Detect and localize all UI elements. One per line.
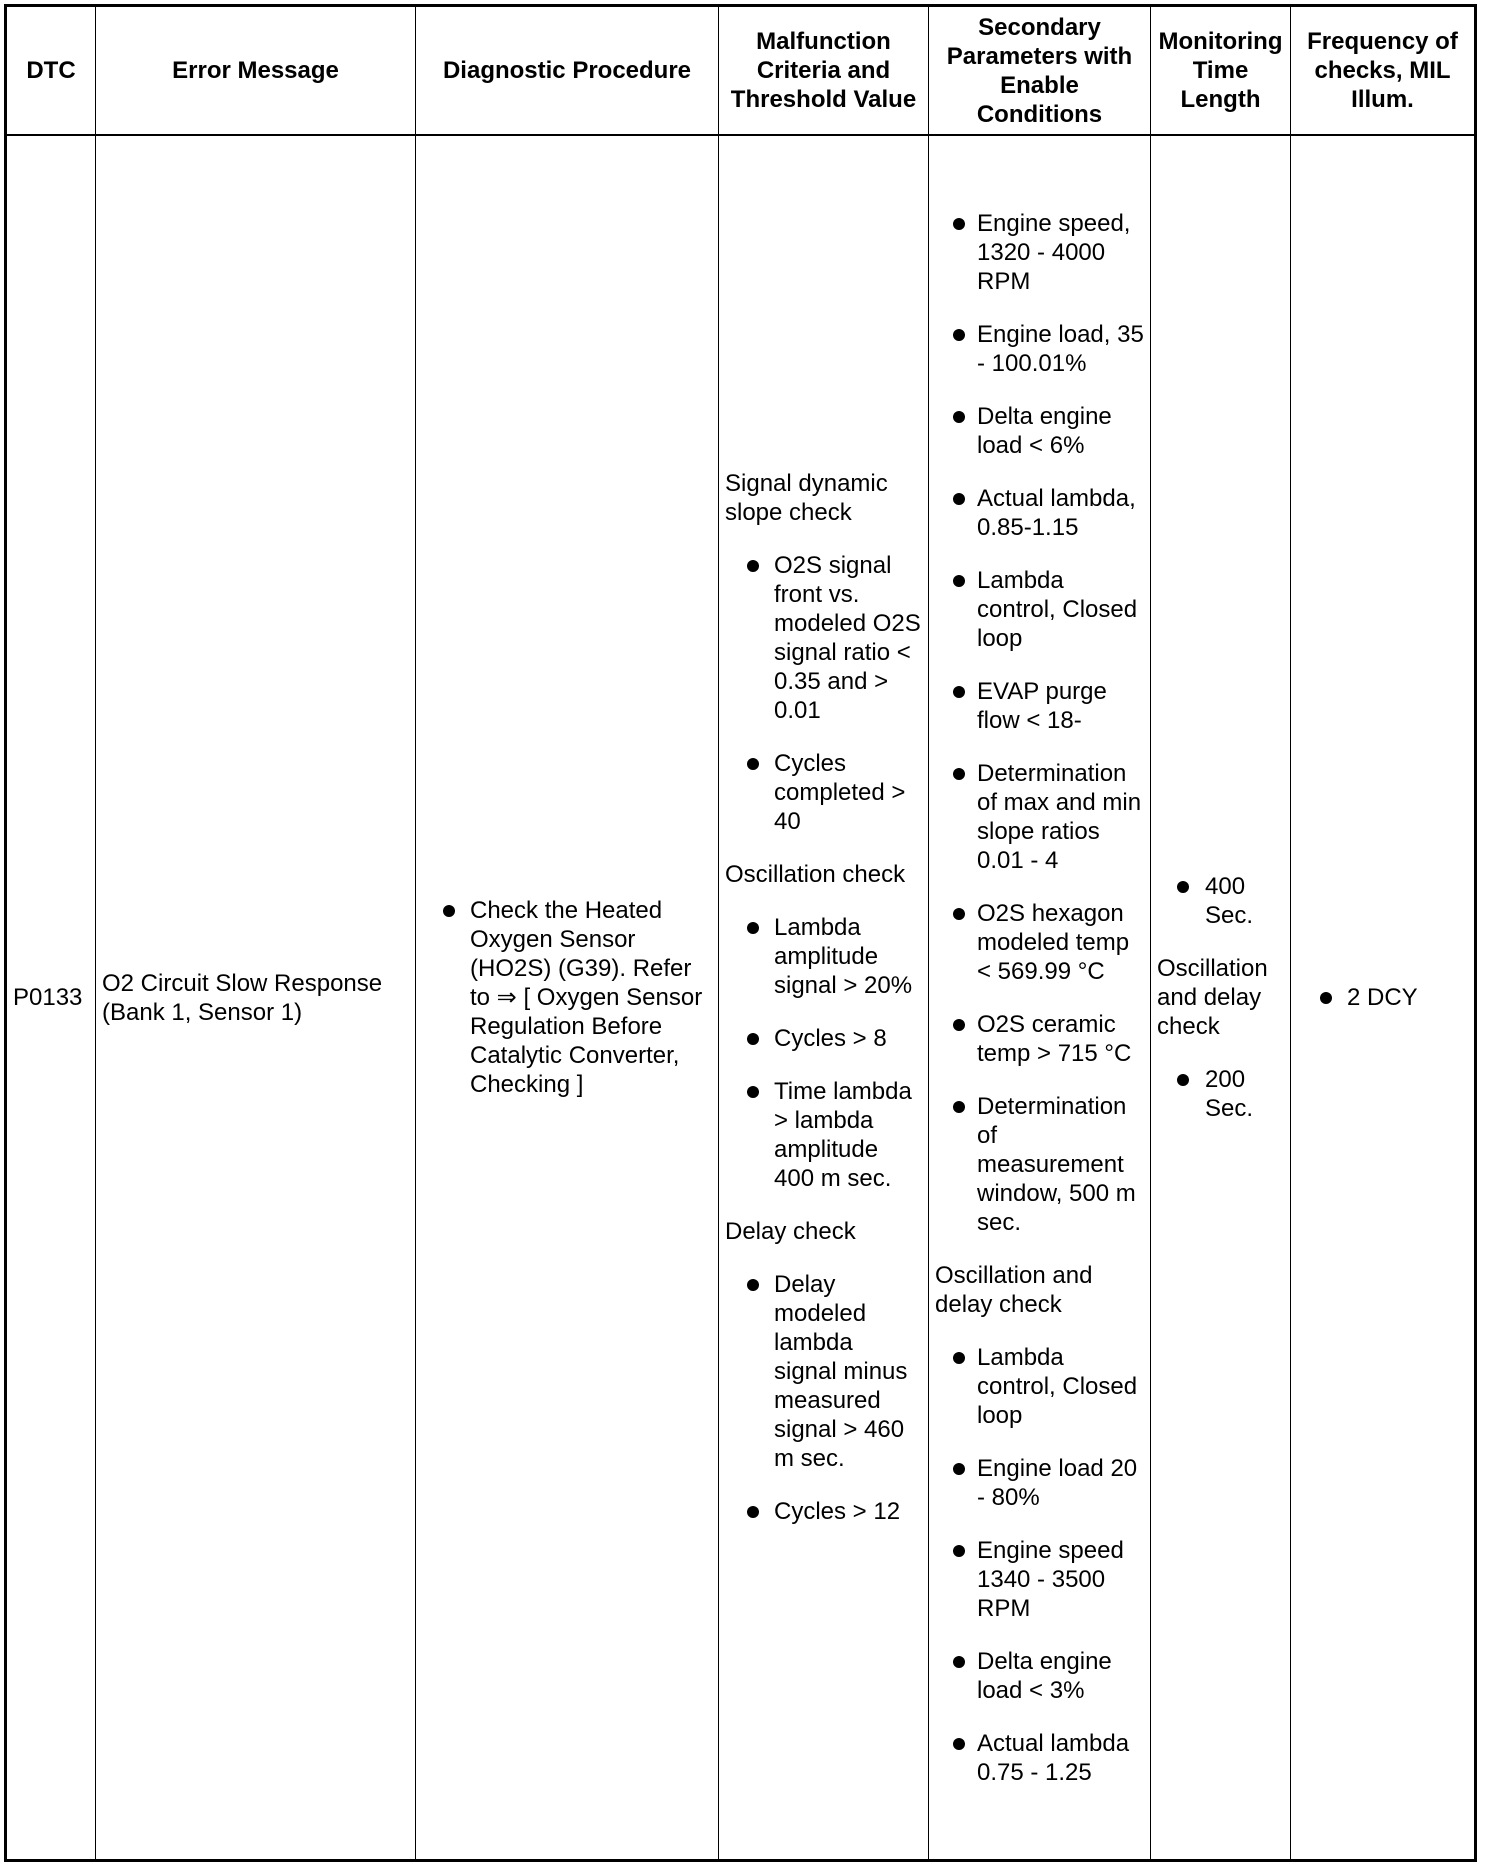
list-item-text: Actual lambda 0.75 - 1.25 [977,1729,1130,1786]
list-item [1157,872,1284,930]
cell-diagnostic-procedure [416,135,719,1861]
list-item [422,896,712,1099]
list-item-text: O2S hexagon modeled temp < 569.99 °C [977,899,1130,985]
list-item [935,1454,1144,1512]
list-item [935,1647,1144,1705]
bullet-icon [953,218,965,230]
malfunction-group-list [725,551,922,836]
monitoring-group-title: Oscillation and delay check [1157,955,1268,1040]
list-item-text: EVAP purge flow < 18- [977,677,1107,734]
bullet-icon [747,1279,759,1291]
bullet-icon [747,560,759,572]
list-item [935,1092,1144,1237]
list-item-text: Engine speed 1340 - 3500 RPM [977,1536,1124,1622]
bullet-icon [953,686,965,698]
list-item-text: O2S signal front vs. modeled O2S signal ratio < 0.35 and > 0.01 [774,552,921,724]
list-item-text: Lambda control, Closed loop [977,566,1138,652]
list-item-text: 2 DCY [1347,984,1418,1011]
cell-monitoring-time [1151,135,1291,1861]
bullet-icon [953,1463,965,1475]
list-item [725,1270,922,1473]
list-item-text: Engine load 20 - 80% [977,1454,1138,1511]
list-item [935,402,1144,460]
dtc-table [4,4,1477,1862]
bullet-icon [953,329,965,341]
list-item-text: Lambda control, Closed loop [977,1343,1138,1429]
bullet-icon [443,905,455,917]
bullet-icon [953,493,965,505]
malfunction-group-title: Signal dynamic slope check [725,470,888,526]
header-frequency: Frequency of checks, MIL Illum. [1291,6,1476,136]
monitoring-group-list [1157,872,1284,930]
bullet-icon [953,1101,965,1113]
list-item-text: Engine speed, 1320 - 4000 RPM [977,209,1131,295]
list-item [935,759,1144,875]
list-item [725,913,922,1000]
bullet-icon [747,758,759,770]
bullet-icon [953,575,965,587]
list-item-text: Cycles completed > 40 [774,750,906,835]
list-item-text: Lambda amplitude signal > 20% [774,914,913,999]
list-item-text: 200 Sec. [1205,1066,1254,1122]
list-item-text: Cycles > 8 [774,1025,887,1052]
list-item-text: Engine load, 35 - 100.01% [977,320,1144,377]
list-item [935,677,1144,735]
cell-secondary-parameters [929,135,1151,1861]
bullet-icon [953,411,965,423]
list-item [935,209,1144,296]
bullet-icon [747,1506,759,1518]
list-item-text: 400 Sec. [1205,873,1254,929]
cell-malfunction-criteria [719,135,929,1861]
header-monitoring-time: Monitoring Time Length [1151,6,1291,136]
list-item [725,749,922,836]
bullet-icon [1177,1074,1189,1086]
bullet-icon [1177,881,1189,893]
cell-frequency [1291,135,1476,1861]
list-item-text: Actual lambda, 0.85-1.15 [977,484,1136,541]
list-item [935,484,1144,542]
list-item [725,1024,922,1053]
malfunction-group-title: Delay check [725,1218,856,1245]
header-diagnostic-procedure: Diagnostic Procedure [416,6,719,136]
diagnostic-procedure-list [422,896,712,1099]
list-item [935,1343,1144,1430]
header-row [6,6,1476,136]
list-item-text: Cycles > 12 [774,1498,901,1525]
secondary-group-title: Oscillation and delay check [935,1261,1093,1318]
malfunction-group-title: Oscillation check [725,861,906,888]
list-item-text: Delta engine load < 6% [977,402,1112,459]
list-item [935,899,1144,986]
bullet-icon [953,1738,965,1750]
list-item [935,1010,1144,1068]
table-row [6,135,1476,1861]
monitoring-group-list [1157,1065,1284,1123]
bullet-icon [747,1086,759,1098]
list-item [935,1536,1144,1623]
list-item [725,551,922,725]
bullet-icon [953,908,965,920]
header-secondary-parameters: Secondary Parameters with Enable Conditions [929,6,1151,136]
cell-error-message: O2 Circuit Slow Response (Bank 1, Sensor 1) [96,135,416,1861]
cell-dtc: P0133 [6,135,96,1861]
bullet-icon [953,1656,965,1668]
header-error-message: Error Message [96,6,416,136]
secondary-group-list [935,209,1144,1237]
frequency-list [1297,983,1468,1012]
list-item [1157,1065,1284,1123]
list-item [725,1077,922,1193]
list-item [725,1497,922,1526]
malfunction-group-list [725,913,922,1193]
list-item-text: Delay modeled lambda signal minus measured signal > 460 m sec. [774,1271,908,1472]
list-item [935,566,1144,653]
bullet-icon [953,1545,965,1557]
bullet-icon [953,768,965,780]
secondary-group-list [935,1343,1144,1787]
list-item-text: Delta engine load < 3% [977,1647,1112,1704]
list-item [1297,983,1468,1012]
list-item-text: Determination of max and min slope ratios 0.01 - 4 [977,759,1142,874]
malfunction-group-list [725,1270,922,1526]
header-malfunction-criteria: Malfunction Criteria and Threshold Value [719,6,929,136]
header-dtc: DTC [6,6,96,136]
bullet-icon [747,1033,759,1045]
list-item-text: O2S ceramic temp > 715 °C [977,1010,1132,1067]
list-item [935,320,1144,378]
list-item-text: Check the Heated Oxygen Sensor (HO2S) (G39). Refer to ⇒ [ Oxygen Sensor Regulation Before Catalytic Converter, Checking ] [470,897,703,1098]
bullet-icon [747,922,759,934]
list-item-text: Determination of measurement window, 500 m sec. [977,1092,1136,1236]
bullet-icon [1320,992,1332,1004]
bullet-icon [953,1352,965,1364]
list-item-text: Time lambda > lambda amplitude 400 m sec. [774,1078,912,1192]
list-item [935,1729,1144,1787]
bullet-icon [953,1019,965,1031]
